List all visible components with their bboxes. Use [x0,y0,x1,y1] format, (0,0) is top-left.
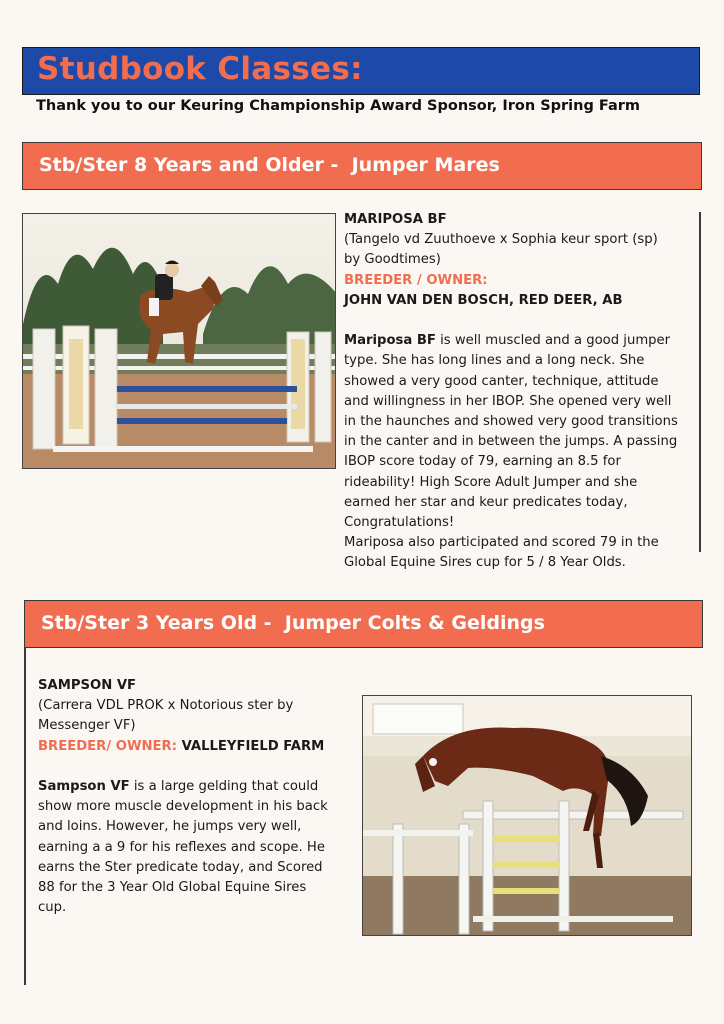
pedigree-line-1: (Tangelo vd Zuuthoeve x Sophia keur sport (sp) [344,232,658,248]
horse-name-mariposa: MARIPOSA BF [344,212,447,227]
mariposa-photo [22,213,336,469]
pedigree-line-1: (Carrera VDL PROK x Notorious ster by [38,698,294,714]
description-line: cup. [38,900,67,916]
description-line: Sampson VF is a large gelding that could [38,779,319,795]
description-line: Mariposa BF is well muscled and a good jumper [344,333,671,349]
horse-name-sampson: SAMPSON VF [38,678,137,693]
breeder-value: VALLEYFIELD FARM [181,738,325,754]
breeder-label: BREEDER/ OWNER: [38,738,182,754]
description-line: earning a a 9 for his reflexes and scope. He [38,839,325,855]
description-line: rideability! High Score Adult Jumper and she [344,474,638,490]
description-line: in the haunches and showed very good transitions [344,414,678,430]
pedigree-line-2: by Goodtimes) [344,252,441,268]
section-heading-mares: Stb/Ster 8 Years and Older - Jumper Mares [39,154,500,176]
description-line: show more muscle development in his back [38,799,328,815]
blank-line [344,311,678,331]
breeder-label: BREEDER / OWNER: [344,272,488,288]
sampson-photo [362,695,692,936]
pedigree-line-2: Messenger VF) [38,718,136,734]
description-line: earns the Ster predicate today, and Scored [38,859,323,875]
description-line: IBOP score today of 79, earning an 8.5 for [344,454,621,470]
divider-line [24,647,26,985]
sampson-text [38,676,328,918]
section-heading-colts: Stb/Ster 3 Years Old - Jumper Colts & Geldings [41,612,545,634]
description-line: and loins. However, he jumps very well, [38,819,302,835]
description-line: 88 for the 3 Year Old Global Equine Sires [38,880,307,896]
divider-line [699,212,701,552]
section-banner-colts [24,600,703,648]
breeder-line [38,737,328,757]
breeder-value: JOHN VAN DEN BOSCH, RED DEER, AB [344,292,623,308]
description-line: and willingness in her IBOP. She opened very well [344,393,672,409]
description-line: Congratulations! [344,515,455,531]
description-line: Global Equine Sires cup for 5 / 8 Year Olds. [344,555,626,571]
desc-horse-name: Sampson VF [38,779,130,795]
sponsor-line: Thank you to our Keuring Championship Award Sponsor, Iron Spring Farm [36,98,641,114]
description-line: Mariposa also participated and scored 79 in the [344,535,659,551]
description-line: type. She has long lines and a long neck. She [344,353,645,369]
description-line: showed a very good canter, technique, attitude [344,373,659,389]
blank-line [38,757,328,777]
title-banner [22,47,700,95]
desc-horse-name: Mariposa BF [344,333,436,349]
mariposa-text [344,210,678,574]
description-line: in the canter and in between the jumps. A passing [344,434,678,450]
section-banner-mares [22,142,702,190]
page-title: Studbook Classes: [37,51,363,87]
description-line: earned her star and keur predicates today, [344,494,628,510]
